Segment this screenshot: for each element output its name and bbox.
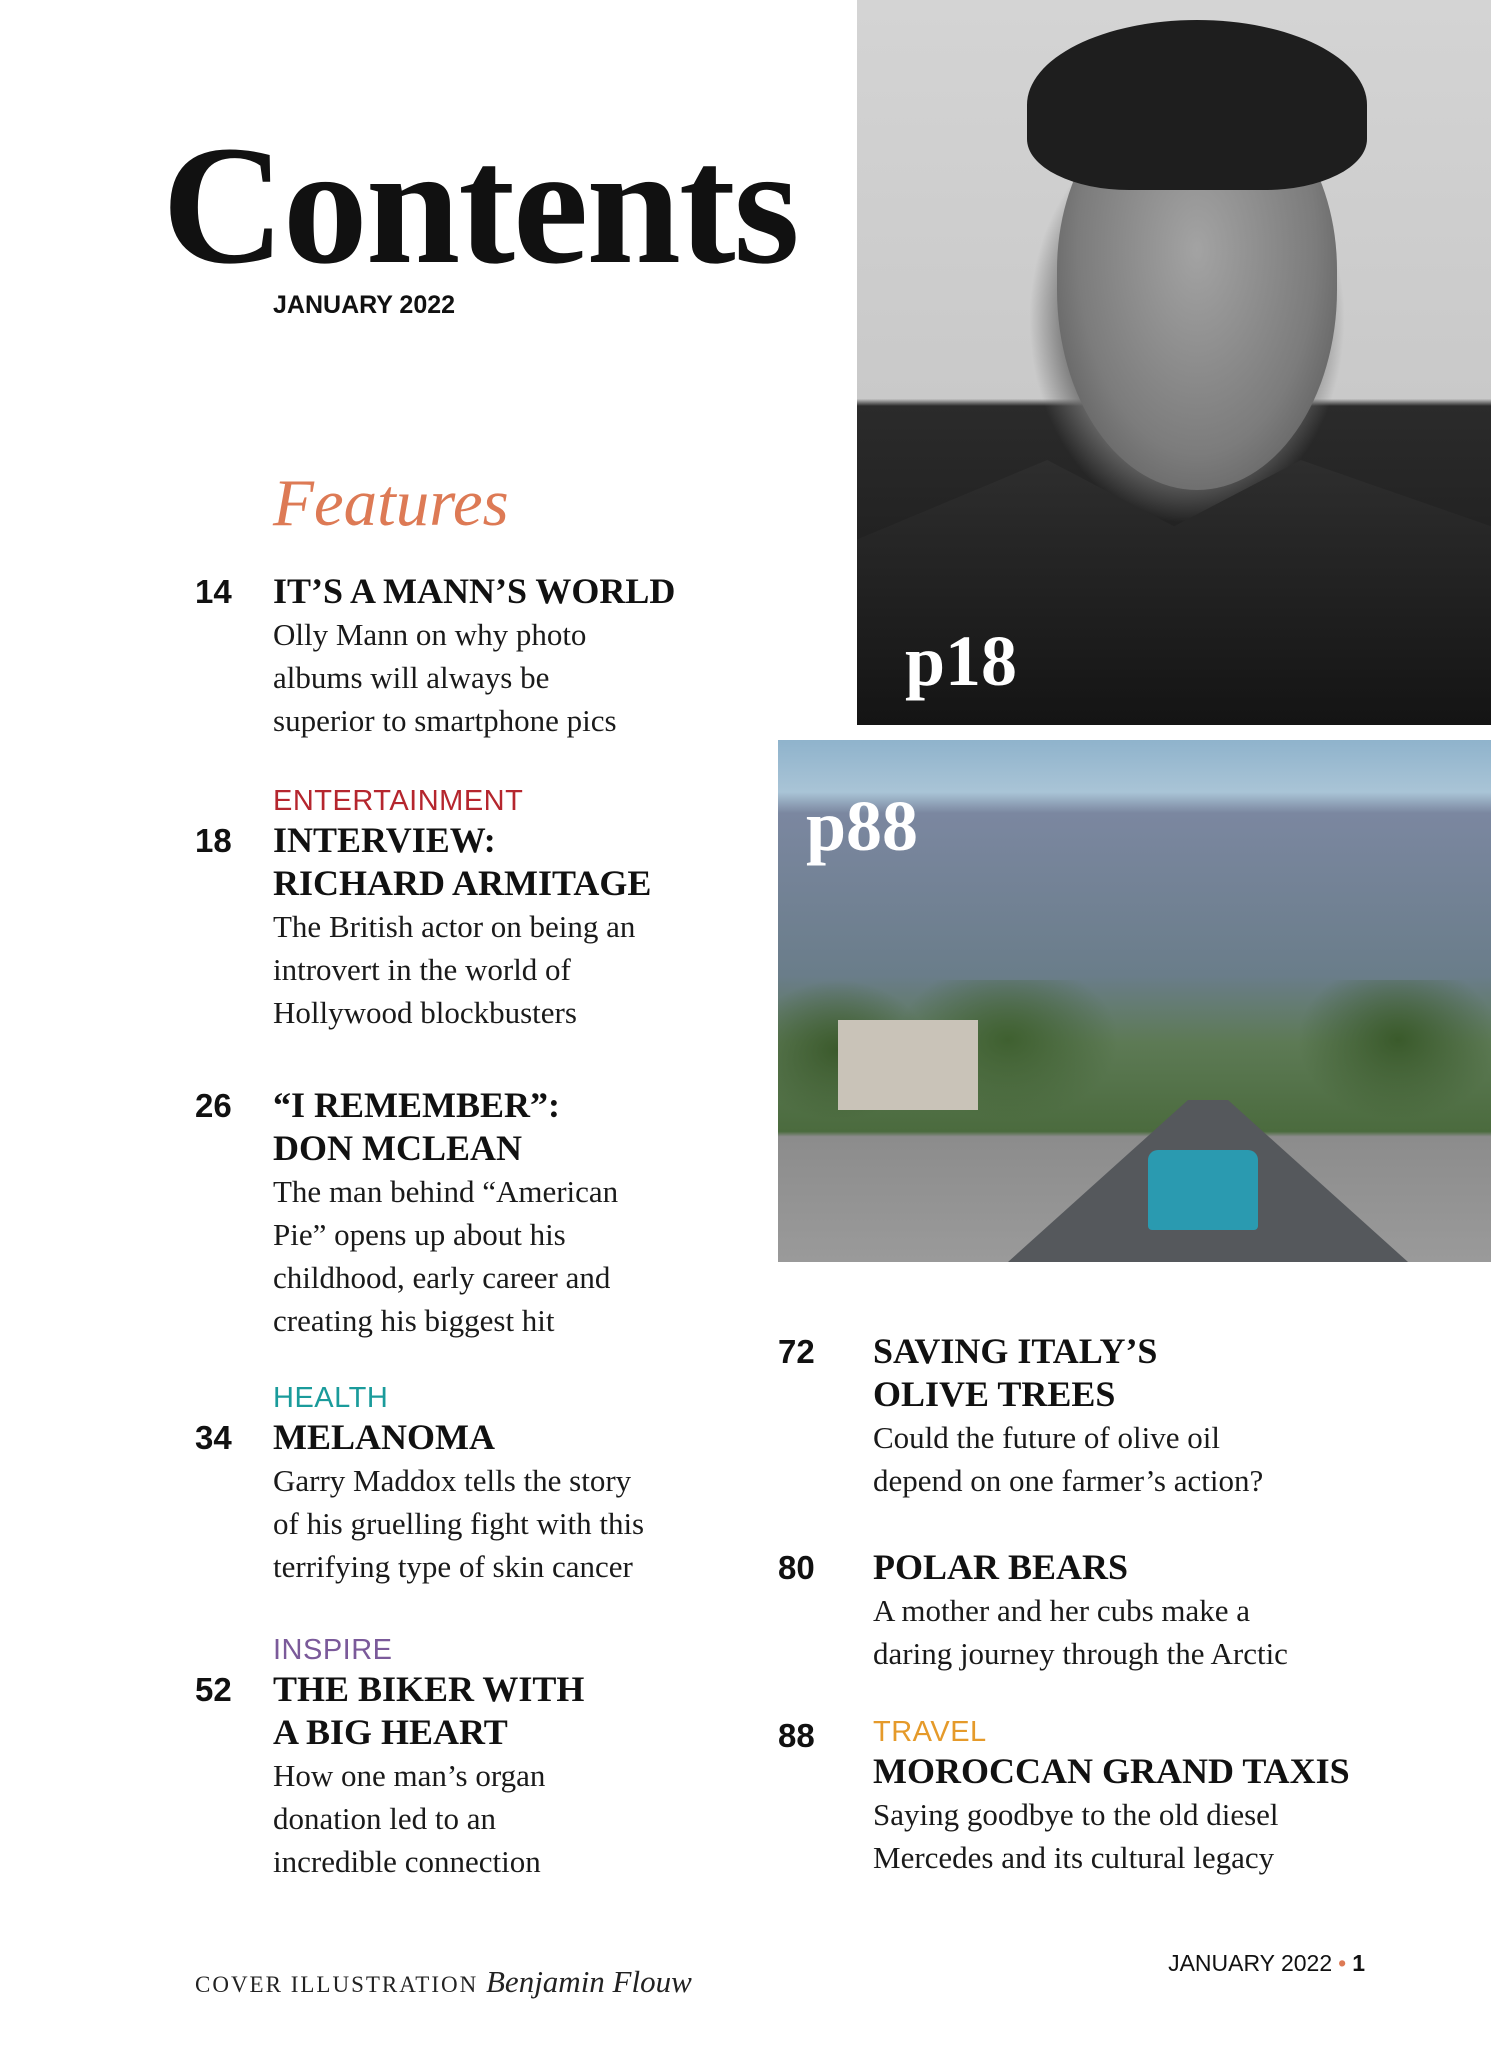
features-heading: Features bbox=[273, 466, 509, 540]
page-number: 88 bbox=[778, 1717, 815, 1754]
category-label: TRAVEL bbox=[873, 1716, 987, 1748]
page-title: Contents bbox=[162, 111, 798, 299]
entry-description: How one man’s organ donation led to an incredible connection bbox=[273, 1758, 546, 1879]
entry-description: Could the future of olive oil depend on one farmer’s action? bbox=[873, 1420, 1264, 1498]
page-number: 34 bbox=[195, 1419, 232, 1456]
contents-entry[interactable] bbox=[778, 1546, 1288, 1675]
landscape-photo[interactable] bbox=[778, 740, 1491, 1262]
entry-headline: POLAR BEARS bbox=[873, 1547, 1129, 1587]
page-number: 72 bbox=[778, 1333, 815, 1370]
contents-entry[interactable] bbox=[195, 570, 675, 742]
cover-credit bbox=[195, 1964, 692, 2000]
entry-headline: MOROCCAN GRAND TAXIS bbox=[873, 1751, 1350, 1791]
contents-entry[interactable] bbox=[195, 1084, 618, 1342]
issue-date: JANUARY 2022 bbox=[273, 291, 456, 319]
page-footer bbox=[1168, 1950, 1365, 1977]
entry-description: A mother and her cubs make a daring journey through the Arctic bbox=[873, 1593, 1288, 1671]
footer-page-number: 1 bbox=[1352, 1950, 1365, 1976]
credit-name: Benjamin Flouw bbox=[486, 1964, 692, 1999]
page-number: 26 bbox=[195, 1087, 232, 1124]
portrait-page-label: p18 bbox=[905, 621, 1018, 701]
contents-entry[interactable] bbox=[778, 1714, 1350, 1879]
page-number: 14 bbox=[195, 573, 232, 610]
footer-date: JANUARY 2022 bbox=[1168, 1950, 1333, 1976]
contents-entry[interactable] bbox=[195, 1380, 644, 1588]
entry-description: Garry Maddox tells the story of his gruelling fight with this terrifying type of skin cancer bbox=[273, 1463, 645, 1584]
contents-entry[interactable] bbox=[195, 1632, 584, 1883]
contents-entry[interactable] bbox=[195, 783, 651, 1034]
contents-entry[interactable] bbox=[778, 1330, 1263, 1502]
page-number: 80 bbox=[778, 1549, 815, 1586]
landscape-page-label: p88 bbox=[806, 786, 919, 866]
page-number: 18 bbox=[195, 822, 232, 859]
entry-description: Olly Mann on why photo albums will always be superior to smartphone pics bbox=[273, 617, 617, 738]
entry-description: The British actor on being an introvert in the world of Hollywood blockbusters bbox=[273, 909, 636, 1030]
category-label: INSPIRE bbox=[273, 1634, 393, 1666]
category-label: HEALTH bbox=[273, 1382, 389, 1414]
landscape-taxi bbox=[1148, 1150, 1258, 1230]
entry-headline: MELANOMA bbox=[273, 1417, 495, 1457]
entry-headline: IT’S A MANN’S WORLD bbox=[273, 571, 676, 611]
landscape-houses bbox=[838, 1020, 978, 1110]
entry-headline: “I REMEMBER”: DON MCLEAN bbox=[273, 1085, 560, 1168]
credit-label: COVER ILLUSTRATION bbox=[195, 1972, 479, 1997]
entry-description: Saying goodbye to the old diesel Mercedes and its cultural legacy bbox=[873, 1797, 1279, 1875]
page-number: 52 bbox=[195, 1671, 232, 1708]
footer-separator: • bbox=[1338, 1950, 1347, 1976]
portrait-photo[interactable] bbox=[857, 0, 1491, 725]
entry-headline: THE BIKER WITH A BIG HEART bbox=[273, 1669, 585, 1752]
entry-description: The man behind “American Pie” opens up about his childhood, early career and creating his biggest hit bbox=[273, 1174, 619, 1338]
portrait-hair bbox=[1027, 20, 1367, 190]
category-label: ENTERTAINMENT bbox=[273, 785, 524, 817]
entry-headline: SAVING ITALY’S OLIVE TREES bbox=[873, 1331, 1158, 1414]
entry-headline: INTERVIEW: RICHARD ARMITAGE bbox=[273, 820, 652, 903]
